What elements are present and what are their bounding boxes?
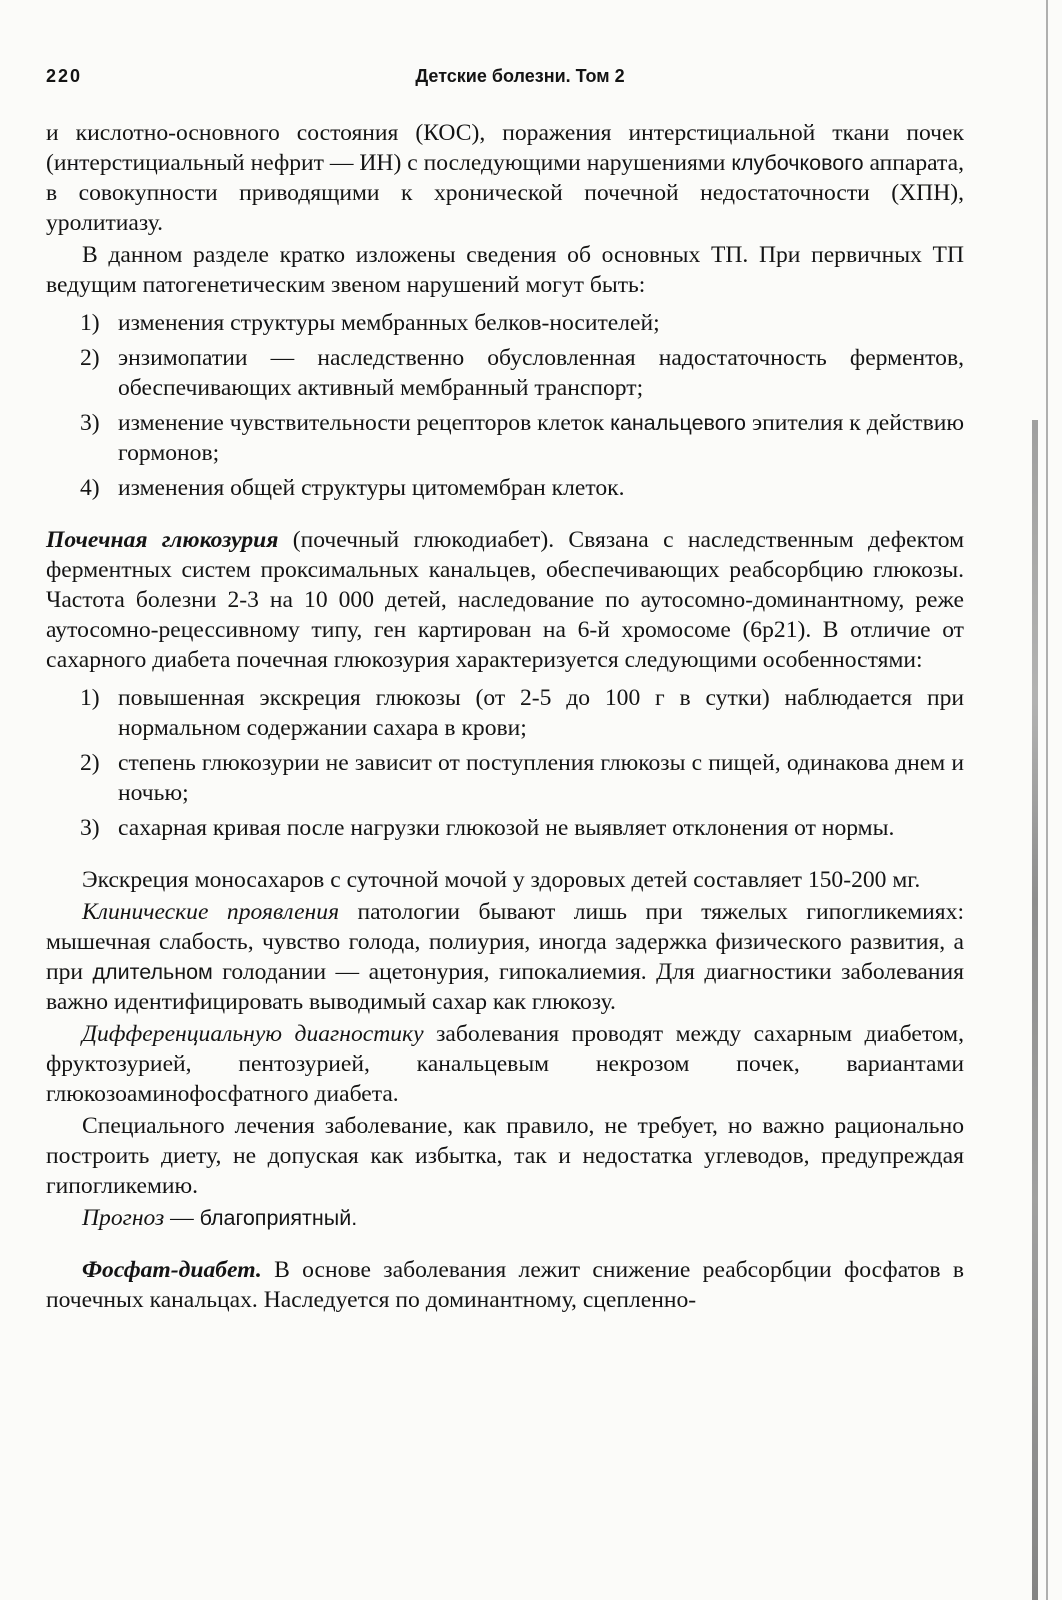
- list-item-term-tubular: канальцевого: [610, 411, 746, 435]
- phosphate-text: В основе заболевания лежит снижение реабсорбции фосфатов в почечных канальцах. Наследуется по доминантному, сцепленно-: [46, 1257, 964, 1313]
- scan-margin-shadow: [1032, 0, 1038, 1600]
- list-item-number: 2): [80, 750, 100, 776]
- clinical-paragraph: [46, 897, 964, 1017]
- list-item-number: 1): [80, 310, 100, 336]
- list-item: [46, 748, 964, 808]
- running-title: Детские болезни. Том 2: [415, 66, 625, 86]
- list-item-number: 3): [80, 410, 100, 436]
- intro-paragraph-2: В данном разделе кратко изложены сведения об основных ТП. При первичных ТП ведущим патогенетическим звеном нарушений могут быть:: [46, 242, 964, 298]
- excretion-paragraph: Экскреция моносахаров с суточной мочой у здоровых детей составляет 150-200 мг.: [82, 867, 921, 893]
- clinical-lead: Клинические проявления: [82, 899, 340, 925]
- glucosuria-title: Почечная глюкозурия: [46, 527, 279, 553]
- intro-text-a: и кислотно-основного состояния (КОС), поражения интерстициальной ткани почек (интерстициальный нефрит — ИН) с последующими нарушениями: [46, 120, 964, 176]
- list-item-text: изменения структуры мембранных белков-носителей;: [118, 310, 660, 336]
- differential-text: заболевания проводят между сахарным диабетом, фруктозурией, пентозурией, канальцевым некрозом почек, вариантами глюкозоаминофосфатного диабета.: [46, 1021, 964, 1107]
- page-number: 220: [46, 66, 83, 86]
- list-item: [46, 343, 964, 403]
- list-item-number: 2): [80, 345, 100, 371]
- list-item-number: 4): [80, 475, 100, 501]
- glucosuria-text: (почечный глюкодиабет). Связана с наследственным дефектом ферментных систем проксимальных канальцев, обеспечивающих реабсорбцию глюкозы. Частота болезни 2-3 на 10 000 детей, наследование по аутосомно-доминантному, реже аутосомно-рецессивному типу, ген картирован на 6-й хромосоме (6р21). В отличие от сахарного диабета почечная глюкозурия характеризуется следующими особенностями:: [46, 527, 964, 673]
- list-item-text: повышенная экскреция глюкозы (от 2-5 до 100 г в сутки) наблюдается при нормальном содержании сахара в крови;: [118, 685, 964, 741]
- list-item: [46, 473, 964, 503]
- running-head: [46, 66, 964, 94]
- book-page: [46, 66, 964, 1315]
- clinical-text-c: голодании — ацетонурия, гипокалиемия. Для диагностики заболевания важно идентифицировать выводимый сахар как глюкозу.: [46, 959, 964, 1015]
- list-item-text: сахарная кривая после нагрузки глюкозой не выявляет отклонения от нормы.: [118, 815, 895, 841]
- intro-text-c: аппарата, в совокупности приводящими к хронической почечной недостаточности (ХПН), уролитиазу.: [46, 150, 964, 236]
- glucosuria-paragraph: [46, 525, 964, 675]
- phosphate-paragraph: [46, 1255, 964, 1315]
- list-item-text: изменения общей структуры цитомембран клеток.: [118, 475, 625, 501]
- mechanisms-list: [46, 308, 964, 503]
- intro-term-glomerular: клубочкового: [731, 151, 864, 175]
- list-item-number: 1): [80, 685, 100, 711]
- list-item-text-end: эпителия к действию гормонов;: [118, 410, 964, 466]
- prognosis-dash: —: [164, 1205, 200, 1231]
- list-item-text: степень глюкозурии не зависит от поступления глюкозы с пищей, одинакова днем и ночью;: [118, 750, 964, 806]
- clinical-term-prolonged: длительном: [92, 960, 213, 984]
- prognosis-value: благоприятный.: [199, 1206, 358, 1230]
- list-item-number: 3): [80, 815, 100, 841]
- list-item: [46, 683, 964, 743]
- scan-margin-edge: [1046, 0, 1048, 1600]
- list-item: [46, 408, 964, 468]
- prognosis-lead: Прогноз: [82, 1205, 165, 1231]
- glucosuria-features-list: [46, 683, 964, 843]
- treatment-paragraph: Специального лечения заболевание, как правило, не требует, но важно рационально построить диету, не допуская как избытка, так и недостатка углеводов, предупреждая гипогликемию.: [46, 1113, 964, 1199]
- list-item: [46, 308, 964, 338]
- phosphate-title: Фосфат-диабет.: [82, 1257, 262, 1283]
- prognosis-paragraph: [46, 1203, 964, 1233]
- list-item: [46, 813, 964, 843]
- clinical-text-a: патологии бывают лишь при тяжелых гипогликемиях: мышечная слабость, чувство голода, полиурия, иногда задержка физического развития, а при: [46, 899, 965, 985]
- differential-paragraph: [46, 1019, 964, 1109]
- intro-paragraph-1: [46, 118, 964, 238]
- list-item-text: энзимопатии — наследственно обусловленная надостаточность ферментов, обеспечивающих активный мембранный транспорт;: [118, 345, 964, 401]
- list-item-text: изменение чувствительности рецепторов клеток: [118, 410, 611, 436]
- differential-lead: Дифференциальную диагностику: [82, 1021, 424, 1047]
